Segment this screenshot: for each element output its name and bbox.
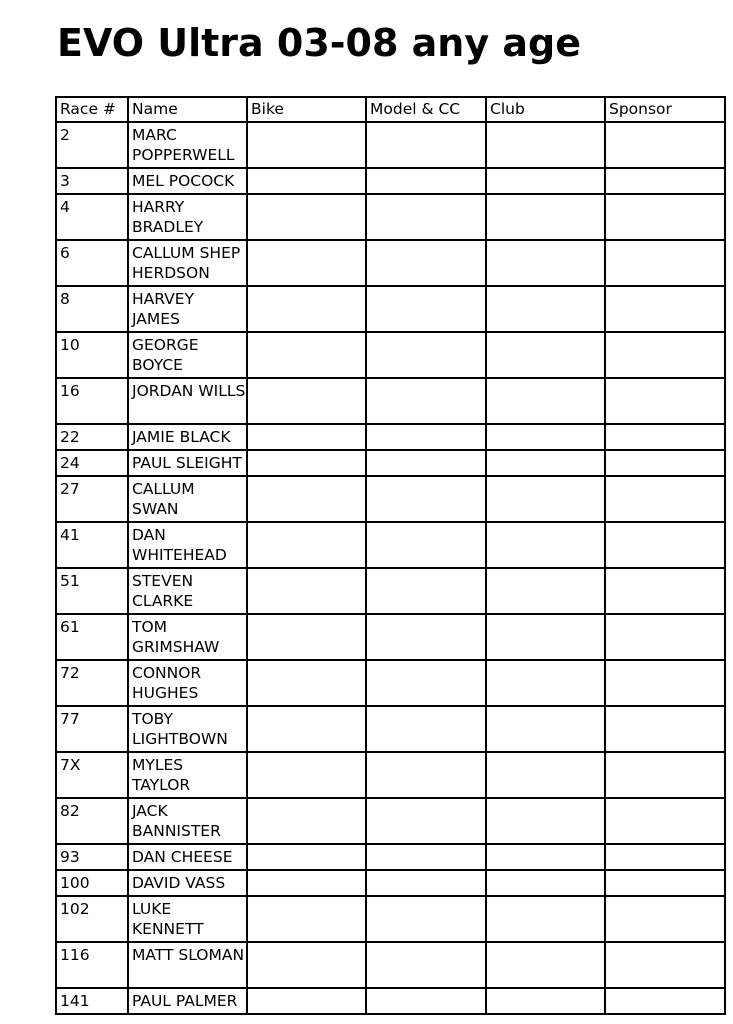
sponsor-cell bbox=[605, 424, 725, 450]
table-row bbox=[56, 844, 725, 870]
model-cc-cell bbox=[366, 476, 486, 522]
race-number-cell: 93 bbox=[56, 844, 128, 870]
club-cell bbox=[486, 240, 605, 286]
bike-cell bbox=[247, 168, 366, 194]
sponsor-cell bbox=[605, 870, 725, 896]
bike-cell bbox=[247, 378, 366, 424]
model-cc-cell bbox=[366, 286, 486, 332]
sponsor-cell bbox=[605, 660, 725, 706]
club-cell bbox=[486, 798, 605, 844]
race-number-cell: 141 bbox=[56, 988, 128, 1014]
bike-cell bbox=[247, 424, 366, 450]
club-cell bbox=[486, 332, 605, 378]
bike-cell bbox=[247, 194, 366, 240]
table-row bbox=[56, 752, 725, 798]
rider-name-cell: HARRY BRADLEY bbox=[128, 194, 247, 240]
table-row bbox=[56, 942, 725, 988]
table-row bbox=[56, 614, 725, 660]
bike-cell bbox=[247, 286, 366, 332]
bike-cell bbox=[247, 942, 366, 988]
race-number-cell: 6 bbox=[56, 240, 128, 286]
bike-cell bbox=[247, 332, 366, 378]
rider-name-cell: LUKE KENNETT bbox=[128, 896, 247, 942]
model-cc-cell bbox=[366, 752, 486, 798]
bike-cell bbox=[247, 798, 366, 844]
table-row bbox=[56, 870, 725, 896]
sponsor-cell bbox=[605, 378, 725, 424]
table-row bbox=[56, 378, 725, 424]
table-row bbox=[56, 450, 725, 476]
model-cc-cell bbox=[366, 122, 486, 168]
table-row bbox=[56, 896, 725, 942]
rider-name-cell: CALLUM SHEP HERDSON bbox=[128, 240, 247, 286]
bike-cell bbox=[247, 752, 366, 798]
model-cc-cell bbox=[366, 332, 486, 378]
race-number-cell: 4 bbox=[56, 194, 128, 240]
club-cell bbox=[486, 988, 605, 1014]
club-cell bbox=[486, 424, 605, 450]
rider-name-cell: DAVID VASS bbox=[128, 870, 247, 896]
race-number-cell: 41 bbox=[56, 522, 128, 568]
bike-cell bbox=[247, 568, 366, 614]
club-cell bbox=[486, 896, 605, 942]
race-number-cell: 7X bbox=[56, 752, 128, 798]
model-cc-cell bbox=[366, 378, 486, 424]
race-number-cell: 10 bbox=[56, 332, 128, 378]
rider-name-cell: TOM GRIMSHAW bbox=[128, 614, 247, 660]
race-number-cell: 77 bbox=[56, 706, 128, 752]
page-title: EVO Ultra 03-08 any age bbox=[57, 21, 581, 65]
header-club: Club bbox=[486, 97, 605, 122]
rider-name-cell: DAN CHEESE bbox=[128, 844, 247, 870]
model-cc-cell bbox=[366, 194, 486, 240]
race-number-cell: 102 bbox=[56, 896, 128, 942]
club-cell bbox=[486, 568, 605, 614]
model-cc-cell bbox=[366, 450, 486, 476]
sponsor-cell bbox=[605, 896, 725, 942]
sponsor-cell bbox=[605, 844, 725, 870]
bike-cell bbox=[247, 614, 366, 660]
rider-name-cell: HARVEY JAMES bbox=[128, 286, 247, 332]
bike-cell bbox=[247, 660, 366, 706]
table-row bbox=[56, 660, 725, 706]
sponsor-cell bbox=[605, 286, 725, 332]
table-row bbox=[56, 798, 725, 844]
club-cell bbox=[486, 660, 605, 706]
sponsor-cell bbox=[605, 240, 725, 286]
table-row bbox=[56, 522, 725, 568]
bike-cell bbox=[247, 896, 366, 942]
header-race-number: Race # bbox=[56, 97, 128, 122]
rider-name-cell: PAUL SLEIGHT bbox=[128, 450, 247, 476]
sponsor-cell bbox=[605, 450, 725, 476]
model-cc-cell bbox=[366, 522, 486, 568]
club-cell bbox=[486, 378, 605, 424]
rider-name-cell: MEL POCOCK bbox=[128, 168, 247, 194]
race-number-cell: 24 bbox=[56, 450, 128, 476]
bike-cell bbox=[247, 476, 366, 522]
club-cell bbox=[486, 194, 605, 240]
club-cell bbox=[486, 522, 605, 568]
header-model-cc: Model & CC bbox=[366, 97, 486, 122]
race-number-cell: 100 bbox=[56, 870, 128, 896]
sponsor-cell bbox=[605, 194, 725, 240]
rider-name-cell: JAMIE BLACK bbox=[128, 424, 247, 450]
race-number-cell: 27 bbox=[56, 476, 128, 522]
sponsor-cell bbox=[605, 168, 725, 194]
sponsor-cell bbox=[605, 568, 725, 614]
table-row bbox=[56, 476, 725, 522]
club-cell bbox=[486, 450, 605, 476]
club-cell bbox=[486, 870, 605, 896]
table-row bbox=[56, 286, 725, 332]
sponsor-cell bbox=[605, 752, 725, 798]
rider-name-cell: PAUL PALMER bbox=[128, 988, 247, 1014]
table-row bbox=[56, 706, 725, 752]
club-cell bbox=[486, 614, 605, 660]
race-number-cell: 8 bbox=[56, 286, 128, 332]
header-name: Name bbox=[128, 97, 247, 122]
club-cell bbox=[486, 122, 605, 168]
table-header-row bbox=[56, 97, 725, 122]
club-cell bbox=[486, 286, 605, 332]
club-cell bbox=[486, 942, 605, 988]
bike-cell bbox=[247, 706, 366, 752]
bike-cell bbox=[247, 988, 366, 1014]
model-cc-cell bbox=[366, 424, 486, 450]
rider-name-cell: CONNOR HUGHES bbox=[128, 660, 247, 706]
club-cell bbox=[486, 476, 605, 522]
model-cc-cell bbox=[366, 168, 486, 194]
race-number-cell: 72 bbox=[56, 660, 128, 706]
table-row bbox=[56, 240, 725, 286]
table-row bbox=[56, 568, 725, 614]
rider-name-cell: JACK BANNISTER bbox=[128, 798, 247, 844]
header-bike: Bike bbox=[247, 97, 366, 122]
bike-cell bbox=[247, 844, 366, 870]
rider-name-cell: TOBY LIGHTBOWN bbox=[128, 706, 247, 752]
race-number-cell: 16 bbox=[56, 378, 128, 424]
sponsor-cell bbox=[605, 476, 725, 522]
table-row bbox=[56, 122, 725, 168]
rider-name-cell: CALLUM SWAN bbox=[128, 476, 247, 522]
club-cell bbox=[486, 706, 605, 752]
rider-name-cell: MYLES TAYLOR bbox=[128, 752, 247, 798]
model-cc-cell bbox=[366, 568, 486, 614]
race-number-cell: 2 bbox=[56, 122, 128, 168]
club-cell bbox=[486, 168, 605, 194]
race-number-cell: 61 bbox=[56, 614, 128, 660]
bike-cell bbox=[247, 870, 366, 896]
model-cc-cell bbox=[366, 844, 486, 870]
rider-name-cell: MATT SLOMAN bbox=[128, 942, 247, 988]
header-sponsor: Sponsor bbox=[605, 97, 725, 122]
sponsor-cell bbox=[605, 122, 725, 168]
model-cc-cell bbox=[366, 988, 486, 1014]
sponsor-cell bbox=[605, 798, 725, 844]
rider-name-cell: MARC POPPERWELL bbox=[128, 122, 247, 168]
bike-cell bbox=[247, 122, 366, 168]
race-number-cell: 22 bbox=[56, 424, 128, 450]
table-row bbox=[56, 168, 725, 194]
rider-name-cell: JORDAN WILLS bbox=[128, 378, 247, 424]
sponsor-cell bbox=[605, 988, 725, 1014]
race-number-cell: 116 bbox=[56, 942, 128, 988]
model-cc-cell bbox=[366, 870, 486, 896]
sponsor-cell bbox=[605, 332, 725, 378]
table-row bbox=[56, 424, 725, 450]
model-cc-cell bbox=[366, 660, 486, 706]
table-row bbox=[56, 194, 725, 240]
entry-table bbox=[55, 96, 726, 1015]
model-cc-cell bbox=[366, 614, 486, 660]
model-cc-cell bbox=[366, 798, 486, 844]
club-cell bbox=[486, 844, 605, 870]
table-row bbox=[56, 332, 725, 378]
model-cc-cell bbox=[366, 896, 486, 942]
bike-cell bbox=[247, 522, 366, 568]
model-cc-cell bbox=[366, 706, 486, 752]
race-number-cell: 82 bbox=[56, 798, 128, 844]
sponsor-cell bbox=[605, 942, 725, 988]
sponsor-cell bbox=[605, 706, 725, 752]
bike-cell bbox=[247, 240, 366, 286]
model-cc-cell bbox=[366, 942, 486, 988]
model-cc-cell bbox=[366, 240, 486, 286]
rider-name-cell: STEVEN CLARKE bbox=[128, 568, 247, 614]
table-row bbox=[56, 988, 725, 1014]
bike-cell bbox=[247, 450, 366, 476]
race-number-cell: 51 bbox=[56, 568, 128, 614]
sponsor-cell bbox=[605, 522, 725, 568]
race-number-cell: 3 bbox=[56, 168, 128, 194]
club-cell bbox=[486, 752, 605, 798]
table-body bbox=[56, 122, 725, 1014]
rider-name-cell: DAN WHITEHEAD bbox=[128, 522, 247, 568]
rider-name-cell: GEORGE BOYCE bbox=[128, 332, 247, 378]
sponsor-cell bbox=[605, 614, 725, 660]
